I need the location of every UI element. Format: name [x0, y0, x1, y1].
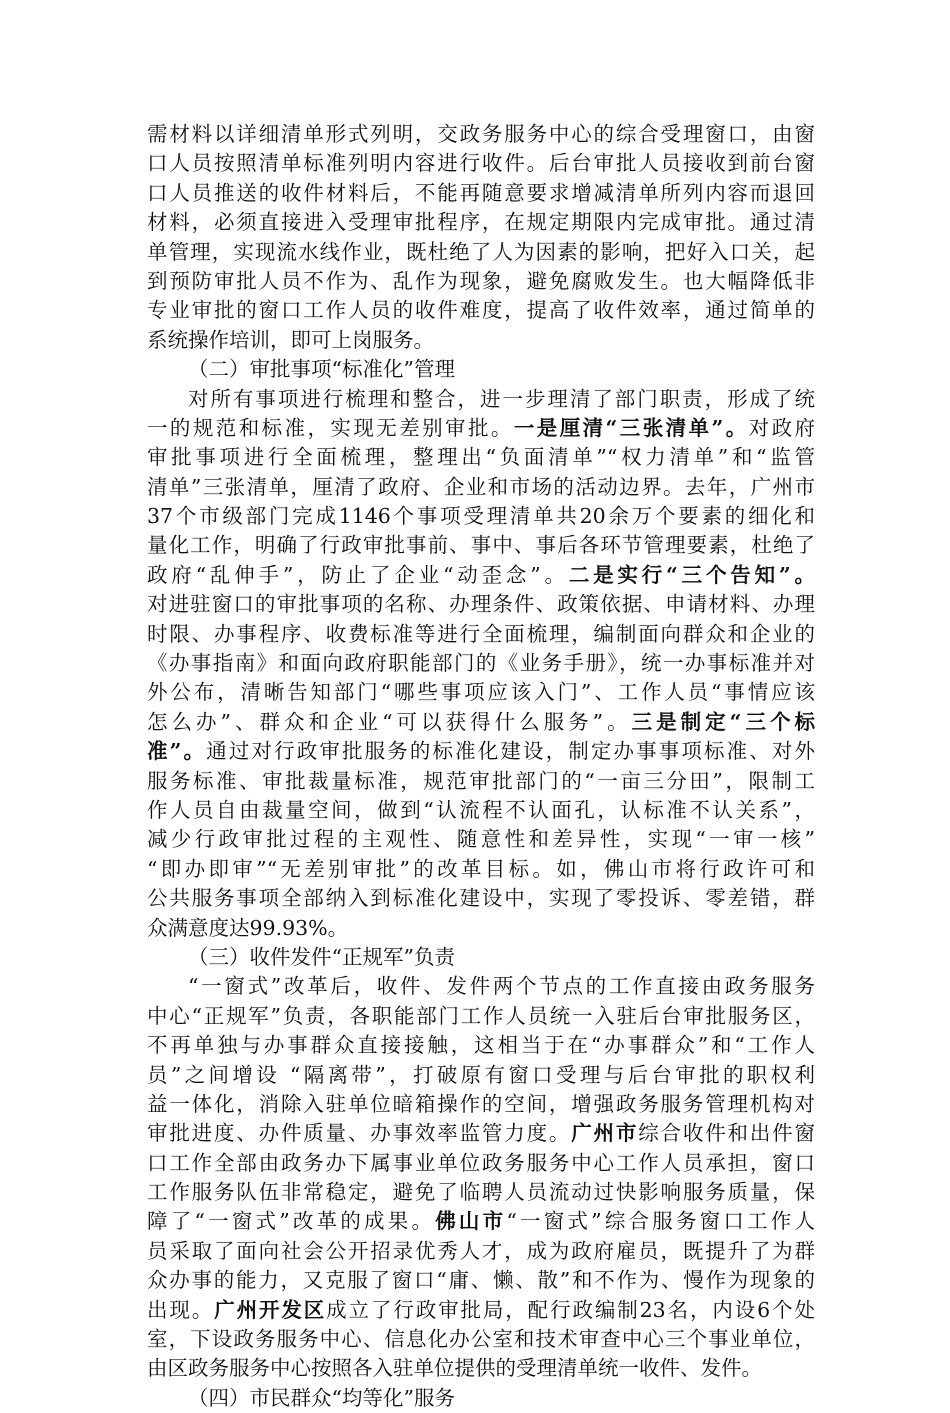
text-segment: 对所有事项进行梳理和整合，进一步理清了部门职责，形成了统	[188, 386, 815, 411]
text-segment: 量化工作，明确了行政审批事前、事中、事后各环节管理要素，杜绝了	[147, 533, 815, 558]
text-line	[147, 267, 815, 296]
text-segment: “即办即审”“无差别审批”的改革目标。如，佛山市将行政许可和	[147, 856, 815, 881]
text-line	[147, 914, 815, 943]
text-segment: 出现。	[147, 1297, 215, 1322]
text-line	[147, 179, 815, 208]
text-segment: 需材料以详细清单形式列明，交政务服务中心的综合受理窗口，由窗	[147, 122, 815, 146]
bold-text: 准”。	[147, 739, 207, 764]
text-segment: 不再单独与办事群众直接接触，这相当于在“办事群众”和“工作人	[147, 1033, 815, 1058]
text-line	[147, 1207, 815, 1236]
text-segment: “一窗式”改革后，收件、发件两个节点的工作直接由政务服务	[188, 974, 815, 999]
text-segment: 员”之间增设 “隔离带”，打破原有窗口受理与后台审批的职权利	[147, 1062, 815, 1087]
bold-text: 广州市	[571, 1121, 639, 1146]
text-line	[147, 590, 815, 619]
text-segment: （二）审批事项“标准化”管理	[188, 357, 455, 382]
text-line	[147, 1061, 815, 1090]
text-segment: 公共服务事项全部纳入到标准化建设中，实现了零投诉、零差错，群	[147, 886, 815, 911]
text-line	[147, 649, 815, 678]
text-line	[147, 443, 815, 472]
text-segment: 《办事指南》和面向政府职能部门的《业务手册》，统一办事标准并对	[147, 651, 815, 676]
bold-text: 三是制定“三个标	[631, 709, 815, 734]
text-segment: 通过对行政审批服务的标准化建设，制定办事事项标准、对外	[206, 739, 816, 764]
text-segment: 由区政务服务中心按照各入驻单位提供的受理清单统一收件、发件。	[147, 1356, 762, 1381]
text-line	[147, 1119, 815, 1148]
text-line	[147, 1296, 815, 1325]
text-segment: 减少行政审批过程的主观性、随意性和差异性，实现“一审一核”	[147, 827, 815, 852]
text-segment: 到预防审批人员不作为、乱作为现象，避免腐败发生。也大幅降低非	[147, 268, 815, 293]
text-segment: 审批事项进行全面梳理，整理出“负面清单”“权力清单”和“监管	[147, 445, 815, 470]
text-line	[147, 149, 815, 178]
text-line	[147, 1354, 815, 1383]
text-segment: 室，下设政务服务中心、信息化办公室和技术审查中心三个事业单位，	[147, 1327, 815, 1352]
text-segment: 材料，必须直接进入受理审批程序，在规定期限内完成审批。通过清	[147, 210, 815, 235]
text-segment: 政府“乱伸手”，防止了企业“动歪念”。	[147, 562, 569, 587]
bold-text: 广州开发区	[214, 1297, 327, 1322]
bold-text: 一是厘清“三张清单”。	[513, 415, 749, 440]
text-line	[147, 531, 815, 560]
text-line	[147, 767, 815, 796]
text-line	[147, 1149, 815, 1178]
text-line	[147, 678, 815, 707]
text-segment: “一窗式”综合服务窗口工作人	[506, 1209, 816, 1234]
text-line	[147, 796, 815, 825]
text-line	[147, 855, 815, 884]
text-line	[147, 473, 815, 502]
text-segment: 审批进度、办件质量、办事效率监管力度。	[147, 1121, 572, 1146]
text-segment: 益一体化，消除入驻单位暗箱操作的空间，增强政务服务管理机构对	[147, 1091, 815, 1116]
text-line	[147, 414, 815, 443]
text-segment: 成立了行政审批局，配行政编制23名，内设6个处	[326, 1297, 816, 1322]
text-segment: 对政府	[748, 415, 815, 440]
text-segment: 中心“正规军”负责，各职能部门工作人员统一入驻后台审批服务区，	[147, 1003, 815, 1028]
text-segment: 专业审批的窗口工作人员的收件难度，提高了收件效率，通过简单的	[147, 298, 815, 323]
text-line	[147, 620, 815, 649]
text-segment: 口工作全部由政务办下属事业单位政务服务中心工作人员承担，窗口	[147, 1150, 815, 1175]
text-segment: 员采取了面向社会公开招录优秀人才，成为政府雇员，既提升了为群	[147, 1238, 815, 1263]
text-segment: 37个市级部门完成1146个事项受理清单共20余万个要素的细化和	[147, 504, 815, 529]
text-segment: 众满意度达99.93%。	[147, 915, 349, 940]
text-line	[147, 1031, 815, 1060]
text-line	[147, 884, 815, 913]
text-segment: 对进驻窗口的审批事项的名称、办理条件、政策依据、申请材料、办理	[147, 592, 815, 617]
text-line	[147, 1266, 815, 1295]
text-segment: 服务标准、审批裁量标准，规范审批部门的“一亩三分田”，限制工	[147, 768, 815, 793]
text-segment: 口人员推送的收件材料后，不能再随意要求增减清单所列内容而退回	[147, 180, 815, 205]
text-segment: 清单”三张清单，厘清了政府、企业和市场的活动边界。去年，广州市	[147, 474, 815, 499]
text-segment: 外公布，清晰告知部门“哪些事项应该入门”、工作人员“事情应该	[147, 680, 815, 705]
text-line	[147, 708, 815, 737]
text-segment: 工作服务队伍非常稳定，避免了临聘人员流动过快影响服务质量，保	[147, 1180, 815, 1205]
text-segment: 作人员自由裁量空间，做到“认流程不认面孔，认标准不认关系”，	[147, 797, 815, 822]
text-segment: 怎么办”、群众和企业“可以获得什么服务”。	[147, 709, 632, 734]
text-segment: 单管理，实现流水线作业，既杜绝了人为因素的影响，把好入口关，起	[147, 239, 815, 264]
text-line	[147, 561, 815, 590]
text-line	[147, 120, 815, 149]
bold-text: 佛山市	[435, 1209, 507, 1234]
text-line	[147, 326, 815, 355]
document-page	[147, 120, 815, 1413]
text-line	[147, 238, 815, 267]
text-segment: 综合收件和出件窗	[638, 1121, 816, 1146]
text-segment: 时限、办事程序、收费标准等进行全面梳理，编制面向群众和企业的	[147, 621, 815, 646]
text-segment: （四）市民群众“均等化”服务	[188, 1385, 455, 1410]
section-heading	[147, 1384, 815, 1413]
text-segment: 众办事的能力，又克服了窗口“庸、懒、散”和不作为、慢作为现象的	[147, 1268, 815, 1293]
text-line	[147, 1178, 815, 1207]
text-segment: 一的规范和标准，实现无差别审批。	[147, 415, 514, 440]
bold-text: 二是实行“三个告知”。	[568, 562, 815, 587]
text-segment: 口人员按照清单标准列明内容进行收件。后台审批人员接收到前台窗	[147, 151, 815, 176]
text-line	[147, 1325, 815, 1354]
text-segment: 系统操作培训，即可上岗服务。	[147, 327, 434, 352]
text-line	[147, 296, 815, 325]
text-line	[147, 972, 815, 1001]
text-line	[147, 1237, 815, 1266]
text-line	[147, 385, 815, 414]
text-line	[147, 1002, 815, 1031]
text-line	[147, 825, 815, 854]
text-line	[147, 737, 815, 766]
text-segment: （三）收件发件“正规军”负责	[188, 944, 455, 969]
section-heading	[147, 943, 815, 972]
text-line	[147, 208, 815, 237]
text-line	[147, 1090, 815, 1119]
text-line	[147, 502, 815, 531]
text-segment: 障了“一窗式”改革的成果。	[147, 1209, 436, 1234]
section-heading	[147, 355, 815, 384]
